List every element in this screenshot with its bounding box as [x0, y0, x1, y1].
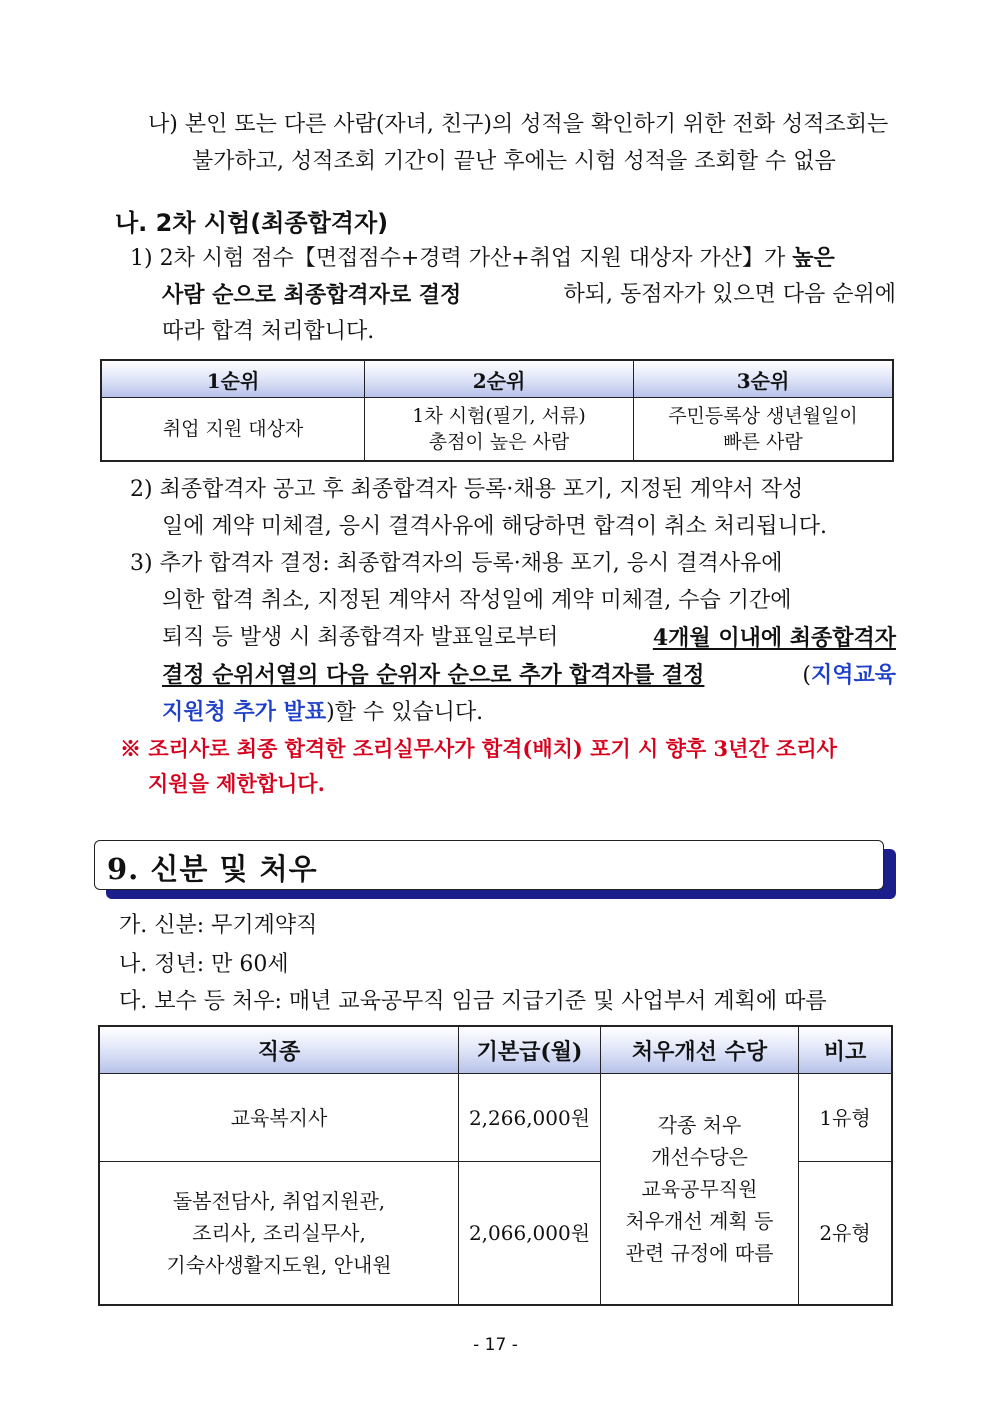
table-header: 1순위 [101, 360, 365, 398]
table-cell: 2,066,000원 [459, 1162, 601, 1305]
item-2: 일에 계약 미체결, 응시 결격사유에 해당하면 합격이 취소 처리됩니다. [162, 514, 827, 539]
allowance-cell: 각종 처우 개선수당은 교육공무직원 처우개선 계획 등 관련 규정에 따름 [601, 1074, 799, 1305]
table-cell: 1차 시험(필기, 서류) 총점이 높은 사람 [365, 398, 634, 462]
section-heading: 나. 2차 시험(최종합격자) [115, 209, 389, 237]
table-cell: 주민등록상 생년월일이 빠른 사람 [634, 398, 894, 462]
table-cell: 1유형 [799, 1074, 893, 1162]
section-title: 9. 신분 및 처우 [107, 852, 318, 886]
table-header: 비고 [799, 1026, 893, 1074]
table-cell: 교육복지사 [99, 1074, 459, 1162]
item-text: 나) 본인 또는 다른 사람(자녀, 친구)의 성적을 확인하기 위한 전화 성적조회는 [148, 112, 889, 137]
section-title-box [94, 840, 884, 890]
section-item: 나. 정년: 만 60세 [119, 952, 289, 977]
table-header: 처우개선 수당 [601, 1026, 799, 1074]
item-text: 불가하고, 성적조회 기간이 끝난 후에는 시험 성적을 조회할 수 없음 [192, 149, 836, 174]
warning-note: ※ 조리사로 최종 합격한 조리실무사가 합격(배치) 포기 시 향후 3년간 조리사 [120, 736, 837, 761]
section-item: 가. 신분: 무기계약직 [119, 913, 318, 938]
section-item: 다. 보수 등 처우: 매년 교육공무직 임금 지급기준 및 사업부서 계획에 따름 [119, 989, 827, 1014]
item-1: 1) 2차 시험 점수【면접점수+경력 가산+취업 지원 대상자 가산】가 높은 [130, 245, 835, 271]
pay-table [98, 1025, 893, 1306]
table-cell: 2유형 [799, 1162, 893, 1305]
item-1: 사람 순으로 최종합격자로 결정 하되, 동점자가 있으면 다음 순위에 [162, 282, 896, 308]
item-3: 3) 추가 합격자 결정: 최종합격자의 등록·채용 포기, 응시 결격사유에 [130, 551, 783, 576]
item-3: 의한 합격 취소, 지정된 계약서 작성일에 계약 미체결, 수습 기간에 [162, 588, 792, 613]
table-header: 직종 [99, 1026, 459, 1074]
table-cell: 돌봄전담사, 취업지원관, 조리사, 조리실무사, 기숙사생활지도원, 안내원 [99, 1162, 459, 1305]
page-number: - 17 - [473, 1335, 518, 1355]
table-header: 3순위 [634, 360, 894, 398]
item-2: 2) 최종합격자 공고 후 최종합격자 등록·채용 포기, 지정된 계약서 작성 [130, 477, 804, 502]
table-header: 기본급(월) [459, 1026, 601, 1074]
warning-note: 지원을 제한합니다. [148, 771, 325, 796]
item-1: 따라 합격 처리합니다. [162, 319, 375, 344]
item-3: 지원청 추가 발표)할 수 있습니다. [162, 699, 484, 725]
table-cell: 2,266,000원 [459, 1074, 601, 1162]
item-3: 퇴직 등 발생 시 최종합격자 발표일로부터 4개월 이내에 최종합격자 [162, 625, 896, 651]
rank-table [100, 359, 894, 462]
table-cell: 취업 지원 대상자 [101, 398, 365, 462]
table-header: 2순위 [365, 360, 634, 398]
item-3: 결정 순위서열의 다음 순위자 순으로 추가 합격자를 결정 (지역교육 [162, 662, 896, 688]
